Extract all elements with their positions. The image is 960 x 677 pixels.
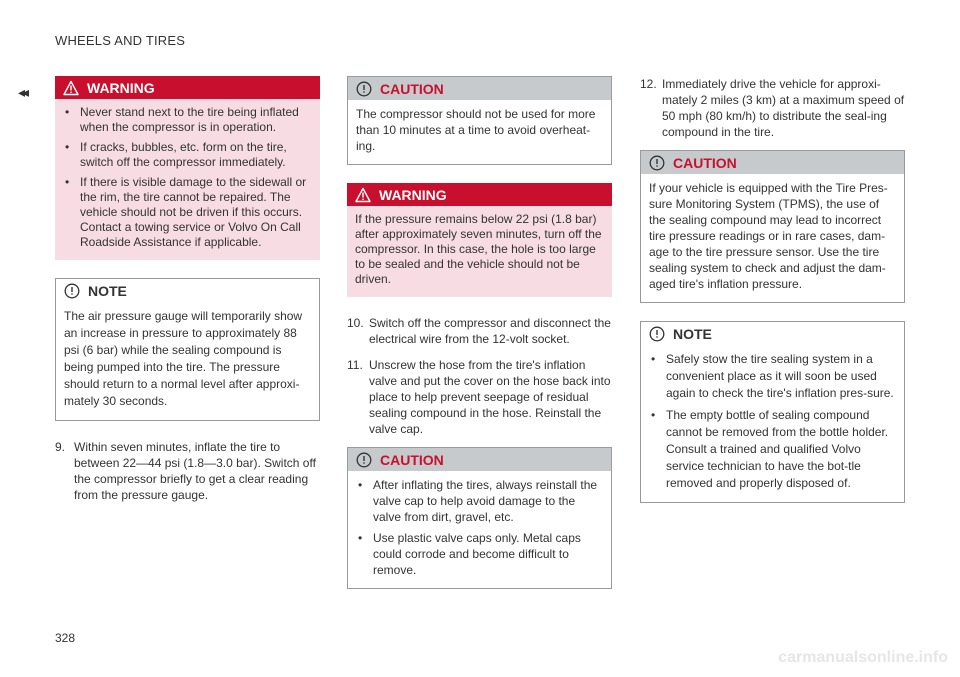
column-2 bbox=[347, 76, 612, 607]
note-header bbox=[56, 279, 319, 302]
warning-header bbox=[347, 183, 612, 206]
note-box bbox=[55, 278, 320, 421]
column-1 bbox=[55, 76, 320, 513]
info-circle-icon bbox=[64, 283, 80, 299]
caution-body: The compressor should not be used for more than 10 minutes at a time to avoid overheat-ing. bbox=[356, 107, 596, 153]
list-item: • Never stand next to the tire being inflated when the compressor is in operation. bbox=[63, 105, 310, 135]
step-number: 12. bbox=[640, 77, 657, 91]
warning-box bbox=[347, 183, 612, 297]
caution-box bbox=[347, 76, 612, 165]
warning-triangle-icon bbox=[63, 80, 79, 96]
list-item: • If cracks, bubbles, etc. form on the tire, switch off the compressor immediately. bbox=[63, 140, 310, 170]
column-3 bbox=[640, 76, 905, 521]
step-number: 9. bbox=[55, 440, 66, 454]
note-box bbox=[640, 321, 905, 503]
page-number: 328 bbox=[55, 631, 76, 645]
caution-circle-icon bbox=[356, 81, 372, 97]
back-arrows-icon[interactable]: ◂◂ bbox=[18, 84, 27, 100]
list-item: • If there is visible damage to the sidewall or the rim, the tire cannot be repaired. The vehicle should not be driven if this occurs. Contact a towing service or Volvo On Call Roadside Assistance if applicable. bbox=[63, 175, 310, 250]
step-12 bbox=[640, 76, 905, 140]
caution-circle-icon bbox=[356, 452, 372, 468]
caution-box bbox=[640, 150, 905, 303]
step-11 bbox=[347, 357, 612, 437]
caution-circle-icon bbox=[649, 155, 665, 171]
caution-body bbox=[348, 471, 611, 588]
warning-box bbox=[55, 76, 320, 260]
watermark: carmanualsonline.info bbox=[778, 649, 948, 666]
caution-header bbox=[641, 151, 904, 174]
warning-triangle-icon bbox=[355, 187, 371, 203]
caution-title: CAUTION bbox=[380, 80, 444, 97]
note-body bbox=[641, 345, 904, 502]
step-text: Within seven minutes, inflate the tire to between 22—44 psi (1.8—3.0 bar). Switch off the compressor briefly to get a clear reading from the pressure gauge. bbox=[74, 440, 316, 502]
step-text: Switch off the compressor and disconnect the electrical wire from the 12-volt socket. bbox=[369, 316, 611, 346]
caution-title: CAUTION bbox=[380, 451, 444, 468]
caution-body: If your vehicle is equipped with the Tire Pres-sure Monitoring System (TPMS), the use of the sealing compound may lead to incorrect tire pressure readings or in rare cases, dam-age to the tire pressure sensor. Use the tire sealing system to check and adjust the dam-aged tire's inflation pressure. bbox=[649, 181, 888, 291]
warning-header bbox=[55, 76, 320, 99]
warning-title: WARNING bbox=[87, 79, 155, 96]
info-circle-icon bbox=[649, 326, 665, 342]
note-header bbox=[641, 322, 904, 345]
list-item: • After inflating the tires, always reinstall the valve cap to help avoid damage to the valve from dirt, gravel, etc. bbox=[356, 477, 601, 525]
caution-title: CAUTION bbox=[673, 154, 737, 171]
caution-header bbox=[348, 77, 611, 100]
step-text: Immediately drive the vehicle for approxi-mately 2 miles (3 km) at a maximum speed of 50 mph (80 km/h) to distribute the seal-ing compound in the tire. bbox=[662, 77, 905, 139]
list-item: • Use plastic valve caps only. Metal caps could corrode and become difficult to remove. bbox=[356, 530, 601, 578]
warning-body: If the pressure remains below 22 psi (1.8 bar) after approximately seven minutes, turn off the compressor. In this case, the hole is too large to be sealed and the vehicle should not be driven. bbox=[347, 206, 612, 297]
list-item: • Safely stow the tire sealing system in a convenient place as it will soon be used again to check the tire's inflation pres-sure. bbox=[649, 351, 894, 402]
section-title: WHEELS AND TIRES bbox=[55, 33, 186, 48]
warning-body bbox=[55, 99, 320, 260]
caution-header bbox=[348, 448, 611, 471]
note-body: The air pressure gauge will temporarily show an increase in pressure to approximately 88 psi (6 bar) while the sealing compound is being pumped into the tire. The pressure should return to a normal level after approxi-mately 30 seconds. bbox=[64, 309, 303, 408]
step-9 bbox=[55, 439, 320, 503]
caution-box bbox=[347, 447, 612, 589]
note-title: NOTE bbox=[88, 282, 127, 299]
step-10 bbox=[347, 315, 612, 347]
step-text: Unscrew the hose from the tire's inflation valve and put the cover on the hose back into place to help prevent seepage of residual sealing compound in the hose. Reinstall the valve cap. bbox=[369, 358, 611, 436]
step-number: 11. bbox=[347, 358, 363, 372]
list-item: • The empty bottle of sealing compound cannot be removed from the bottle holder. Consult a trained and qualified Volvo service technician to have the bot-tle removed and properly disposed of. bbox=[649, 407, 894, 492]
note-title: NOTE bbox=[673, 325, 712, 342]
step-number: 10. bbox=[347, 316, 364, 330]
warning-title: WARNING bbox=[379, 186, 447, 203]
